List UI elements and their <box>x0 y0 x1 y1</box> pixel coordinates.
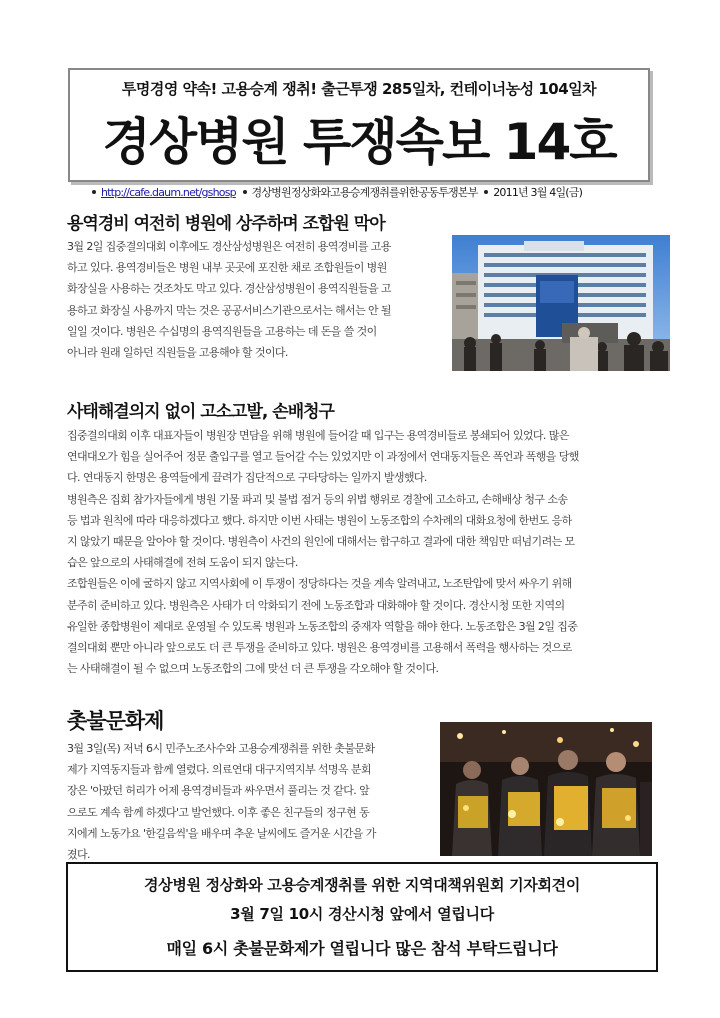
notice-line-3: 매일 6시 촛불문화제가 열립니다 많은 참석 부탁드립니다 <box>166 939 558 958</box>
article3-line: 3월 3일(목) 저녁 6시 민주노조사수와 고용승계쟁취를 위한 촛불문화 <box>67 742 375 755</box>
article1-line: 하고 있다. 용역경비들은 병원 내부 곳곳에 포진한 채로 조합원들이 병원 <box>67 261 387 275</box>
article3-title: 촛불문화제 <box>67 709 164 733</box>
article1-line: 용하고 화장실 사용까지 막는 것은 공공서비스기관으로서는 해서는 안 될 <box>67 303 391 317</box>
article2-line: 조합원들은 이에 굴하지 않고 지역사회에 이 투쟁이 정당하다는 것을 계속 알려내고, 노조탄압에 맞서 싸우기 위해 <box>67 577 572 591</box>
article3-line: 졌다. <box>67 848 90 862</box>
article3-line: 으로도 계속 함께 하겠다'고 발언했다. 이후 좋은 친구들의 정구현 동 <box>67 805 370 819</box>
article2-line: 다. 연대동지 한명은 용역들에게 끌려가 집단적으로 구타당하는 일까지 발생했다. <box>67 471 427 485</box>
organization-name: 경상병원정상화와고용승계쟁취를위한공동투쟁본부 <box>251 186 478 199</box>
candlelight-photo <box>440 722 652 856</box>
article2-line: 는 사태해결이 될 수 없으며 노동조합의 그에 맞선 더 큰 투쟁을 각오해야 할 것이다. <box>67 662 439 676</box>
issue-date: 2011년 3월 4일(금) <box>493 186 583 199</box>
event-notice-box <box>66 862 658 972</box>
masthead-title: 경상병원 투쟁속보 14호 <box>102 113 616 171</box>
article1-body <box>67 236 439 363</box>
article2-title: 사태해결의지 없이 고소고발, 손배청구 <box>67 402 334 422</box>
article2-line: 습은 앞으로의 사태해결에 전혀 도움이 되지 않는다. <box>67 556 298 570</box>
notice-line-1: 경상병원 정상화와 고용승계쟁취를 위한 지역대책위원회 기자회견이 <box>143 876 581 894</box>
article2-line: 연대대오가 힘을 실어주어 정문 출입구를 열고 들어갈 수는 있었지만 이 과정에서 연대동지들은 폭언과 폭행을 당했 <box>67 450 579 464</box>
article2-line: 지 않았기 때문을 알아야 할 것이다. 병원측이 사건의 원인에 대해서는 함구하고 결과에 대한 책임만 떠넘기려는 모 <box>67 535 575 549</box>
article2-line: 등 법과 원칙에 따라 대응하겠다고 했다. 하지만 이번 사태는 병원이 노동조합의 수차례의 대화요청에 한번도 응하 <box>67 513 572 527</box>
article1-line: 일일 것이다. 병원은 수십명의 용역직원들을 고용하는 데 돈을 쓸 것이 <box>67 324 377 338</box>
article2-line: 유일한 종합병원이 제대로 운영될 수 있도록 병원과 노동조합의 중재자 역할을 해야 한다. 노동조합은 3월 2일 집중 <box>67 619 578 633</box>
article2-line: 병원측은 집회 참가자들에게 병원 기물 파괴 및 불법 점거 등의 위법 행위로 경찰에 고소하고, 손해배상 청구 소송 <box>67 492 568 506</box>
article1-line: 3월 2일 집중결의대회 이후에도 경산삼성병원은 여전히 용역경비를 고용 <box>67 240 391 253</box>
article2-line: 분주히 준비하고 있다. 병원측은 사태가 더 악화되기 전에 노동조합과 대화해야 할 것이다. 경산시청 또한 지역의 <box>67 598 565 612</box>
article1-title: 용역경비 여전히 병원에 상주하며 조합원 막아 <box>67 214 385 234</box>
article2-body <box>67 425 653 679</box>
article1-line: 아니라 원래 일하던 직원들을 고용해야 할 것이다. <box>67 346 288 360</box>
article3-line: 제가 지역동지들과 함께 열렸다. 의료연대 대구지역지부 석명옥 분회 <box>67 763 371 777</box>
article3-line: 장은 '아팠던 허리가 어제 용역경비들과 싸우면서 풀리는 것 같다. 앞 <box>67 784 370 798</box>
article1-line: 화장실을 사용하는 것조차도 막고 있다. 경산삼성병원이 용역직원들을 고 <box>67 282 391 296</box>
info-line <box>88 184 582 200</box>
bullet-icon <box>243 190 247 194</box>
masthead-subtitle: 투명경영 약속! 고용승계 쟁취! 출근투쟁 285일차, 컨테이너농성 104일차 <box>121 80 597 98</box>
notice-line-2: 3월 7일 10시 경산시청 앞에서 열립니다 <box>230 905 494 923</box>
hospital-photo <box>452 235 670 371</box>
article3-body <box>67 738 429 865</box>
bullet-icon <box>484 190 488 194</box>
article2-line: 결의대회 뿐만 아니라 앞으로도 더 큰 투쟁을 준비하고 있다. 병원은 용역경비를 고용해서 폭력을 행사하는 것으로 <box>67 641 572 655</box>
cafe-link[interactable]: http://cafe.daum.net/gshosp <box>101 186 236 199</box>
masthead-box <box>68 68 650 182</box>
article2-line: 집중결의대회 이후 대표자들이 병원장 면담을 위해 병원에 들어갈 때 입구는 용역경비들로 봉쇄되어 있었다. 많은 <box>67 429 569 442</box>
bullet-icon <box>92 190 96 194</box>
article3-line: 지에게 노동가요 '한길음씩'을 배우며 추운 날씨에도 즐거운 시간을 가 <box>67 826 376 840</box>
